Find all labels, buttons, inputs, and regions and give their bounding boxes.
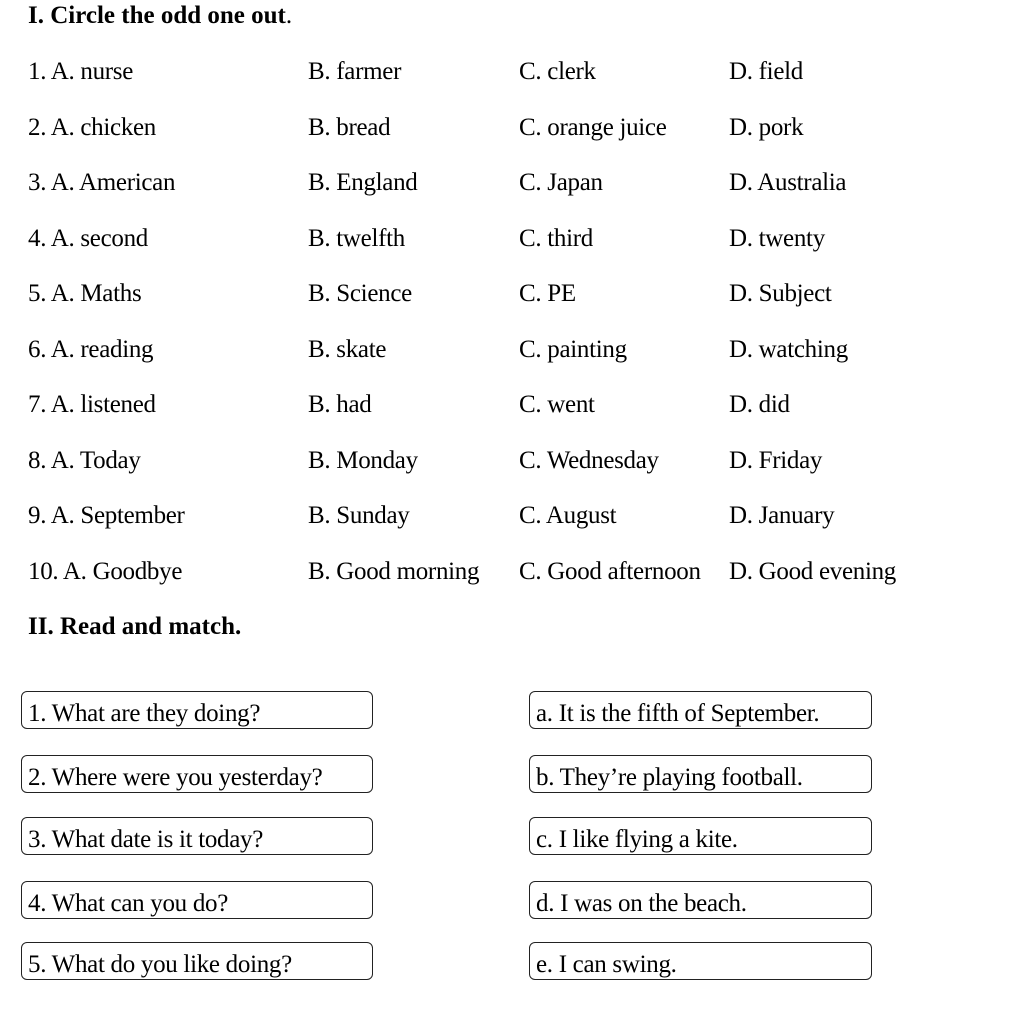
option-a[interactable]: 4. A. second [28,225,148,252]
option-c[interactable]: C. clerk [519,58,596,85]
question-row-5 [0,280,1024,320]
option-d[interactable]: D. watching [729,336,848,363]
question-row-1 [0,58,1024,98]
option-d[interactable]: D. field [729,58,803,85]
option-c[interactable]: C. Japan [519,169,603,196]
match-question-box[interactable]: 4. What can you do? [21,881,373,919]
option-a[interactable]: 9. A. September [28,502,185,529]
option-d[interactable]: D. pork [729,114,804,141]
match-question-box[interactable]: 3. What date is it today? [21,817,373,855]
option-b[interactable]: B. twelfth [308,225,405,252]
option-c[interactable]: C. Good afternoon [519,558,701,585]
option-a[interactable]: 1. A. nurse [28,58,134,85]
option-b[interactable]: B. bread [308,114,391,141]
option-c[interactable]: C. third [519,225,593,252]
option-d[interactable]: D. Good evening [729,558,896,585]
option-c[interactable]: C. went [519,391,595,418]
question-row-9 [0,502,1024,542]
option-a[interactable]: 3. A. American [28,169,176,196]
option-c[interactable]: C. orange juice [519,114,667,141]
section-1-title-period: . [285,2,293,29]
match-answer-box[interactable]: b. They’re playing football. [529,755,872,793]
option-b[interactable]: B. Science [308,280,412,307]
option-b[interactable]: B. skate [308,336,387,363]
section-2-title: II. Read and match. [28,613,242,640]
option-b[interactable]: B. farmer [308,58,402,85]
option-d[interactable]: D. January [729,502,835,529]
match-question-box[interactable]: 1. What are they doing? [21,691,373,729]
question-row-2 [0,114,1024,154]
option-a[interactable]: 5. A. Maths [28,280,142,307]
option-b[interactable]: B. had [308,391,372,418]
option-d[interactable]: D. Subject [729,280,832,307]
option-d[interactable]: D. did [729,391,790,418]
option-a[interactable]: 6. A. reading [28,336,154,363]
match-answer-box[interactable]: a. It is the fifth of September. [529,691,872,729]
match-answer-box[interactable]: d. I was on the beach. [529,881,872,919]
option-c[interactable]: C. painting [519,336,627,363]
option-b[interactable]: B. England [308,169,418,196]
match-answer-box[interactable]: c. I like flying a kite. [529,817,872,855]
question-row-10 [0,558,1024,598]
option-c[interactable]: C. PE [519,280,576,307]
option-b[interactable]: B. Good morning [308,558,480,585]
option-d[interactable]: D. twenty [729,225,825,252]
option-c[interactable]: C. August [519,502,617,529]
option-a[interactable]: 10. A. Goodbye [28,558,183,585]
section-1-title [28,2,292,30]
option-b[interactable]: B. Monday [308,447,418,474]
question-row-8 [0,447,1024,487]
option-a[interactable]: 2. A. chicken [28,114,157,141]
option-d[interactable]: D. Australia [729,169,847,196]
option-d[interactable]: D. Friday [729,447,823,474]
option-c[interactable]: C. Wednesday [519,447,659,474]
option-a[interactable]: 8. A. Today [28,447,141,474]
match-answer-box[interactable]: e. I can swing. [529,942,872,980]
question-row-4 [0,225,1024,265]
question-row-3 [0,169,1024,209]
match-question-box[interactable]: 2. Where were you yesterday? [21,755,373,793]
match-question-box[interactable]: 5. What do you like doing? [21,942,373,980]
question-row-7 [0,391,1024,431]
question-row-6 [0,336,1024,376]
option-a[interactable]: 7. A. listened [28,391,156,418]
section-1-title-text: I. Circle the odd one out [28,2,286,29]
option-b[interactable]: B. Sunday [308,502,410,529]
